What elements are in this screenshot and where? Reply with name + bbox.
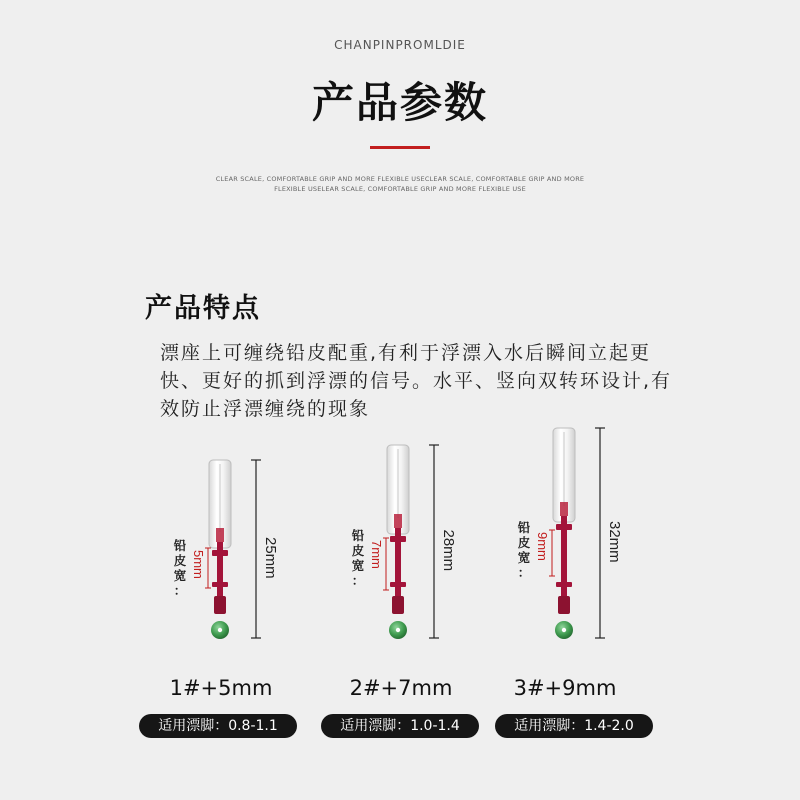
- inner-pin: [394, 514, 402, 528]
- fine-print-line-2: FLEXIBLE USELEAR SCALE, COMFORTABLE GRIP AND MORE FLEXIBLE USE: [274, 185, 526, 193]
- suitable-badge-1: 适用漂脚：0.8-1.1: [139, 714, 297, 738]
- suitable-badge-2: 适用漂脚：1.0-1.4: [321, 714, 479, 738]
- red-stem: [561, 516, 567, 610]
- float-group-2: [352, 445, 457, 639]
- lead-width-label-char: 宽: [173, 568, 187, 583]
- lead-width-label-char: 铅: [517, 520, 531, 535]
- feature-description: 漂座上可缠绕铅皮配重,有利于浮漂入水后瞬间立起更快、更好的抓到浮漂的信号。水平、竖向双转环设计,有效防止浮漂缠绕的现象: [160, 342, 673, 420]
- lower-sleeve: [558, 596, 570, 614]
- lead-width-value: 7mm: [369, 540, 384, 569]
- lead-width-label-char: ：: [351, 573, 365, 588]
- bead-hole: [562, 628, 566, 632]
- swivel-collar: [390, 582, 406, 587]
- length-label: 28mm: [440, 529, 457, 572]
- model-label-1: 1#+5mm: [169, 676, 273, 700]
- title-underline: [370, 146, 430, 149]
- swivel-collar: [212, 582, 228, 587]
- lead-width-label-char: 皮: [351, 543, 365, 558]
- lead-width-label-char: 皮: [517, 535, 531, 550]
- lead-width-label-char: 铅: [173, 538, 187, 553]
- length-label: 32mm: [606, 521, 623, 563]
- lead-width-label-char: 宽: [517, 550, 531, 565]
- float-group-1: [174, 460, 279, 639]
- bead-hole: [396, 628, 400, 632]
- lead-width-label-char: 皮: [173, 553, 187, 568]
- lower-sleeve: [214, 596, 226, 614]
- float-group-3: [518, 428, 623, 639]
- float-seat-illustration: [150, 420, 670, 660]
- english-subtitle: CHANPINPROMLDIE: [334, 38, 466, 52]
- suitable-badge-3: 适用漂脚：1.4-2.0: [495, 714, 653, 738]
- model-label-2: 2#+7mm: [349, 676, 453, 700]
- upper-collar: [390, 536, 406, 542]
- lead-width-label-char: ：: [517, 565, 531, 580]
- lead-width-label-char: ：: [173, 583, 187, 598]
- lower-sleeve: [392, 596, 404, 614]
- fine-print-line-1: CLEAR SCALE, COMFORTABLE GRIP AND MORE FLEXIBLE USECLEAR SCALE, COMFORTABLE GRIP AND MORE: [215, 175, 585, 183]
- bead-hole: [218, 628, 222, 632]
- lead-width-value: 5mm: [191, 550, 206, 579]
- inner-pin: [560, 502, 568, 516]
- upper-collar: [212, 550, 228, 556]
- fine-print: [200, 174, 600, 194]
- lead-width-label-char: 宽: [351, 558, 365, 573]
- length-label: 25mm: [262, 537, 279, 579]
- upper-collar: [556, 524, 572, 530]
- lead-width-value: 9mm: [535, 532, 550, 561]
- section-title: 产品特点: [145, 293, 261, 324]
- inner-pin: [216, 528, 224, 542]
- lead-width-label-char: 铅: [351, 528, 365, 543]
- model-label-3: 3#+9mm: [513, 676, 617, 700]
- swivel-collar: [556, 582, 572, 587]
- page-title: 产品参数: [311, 78, 488, 127]
